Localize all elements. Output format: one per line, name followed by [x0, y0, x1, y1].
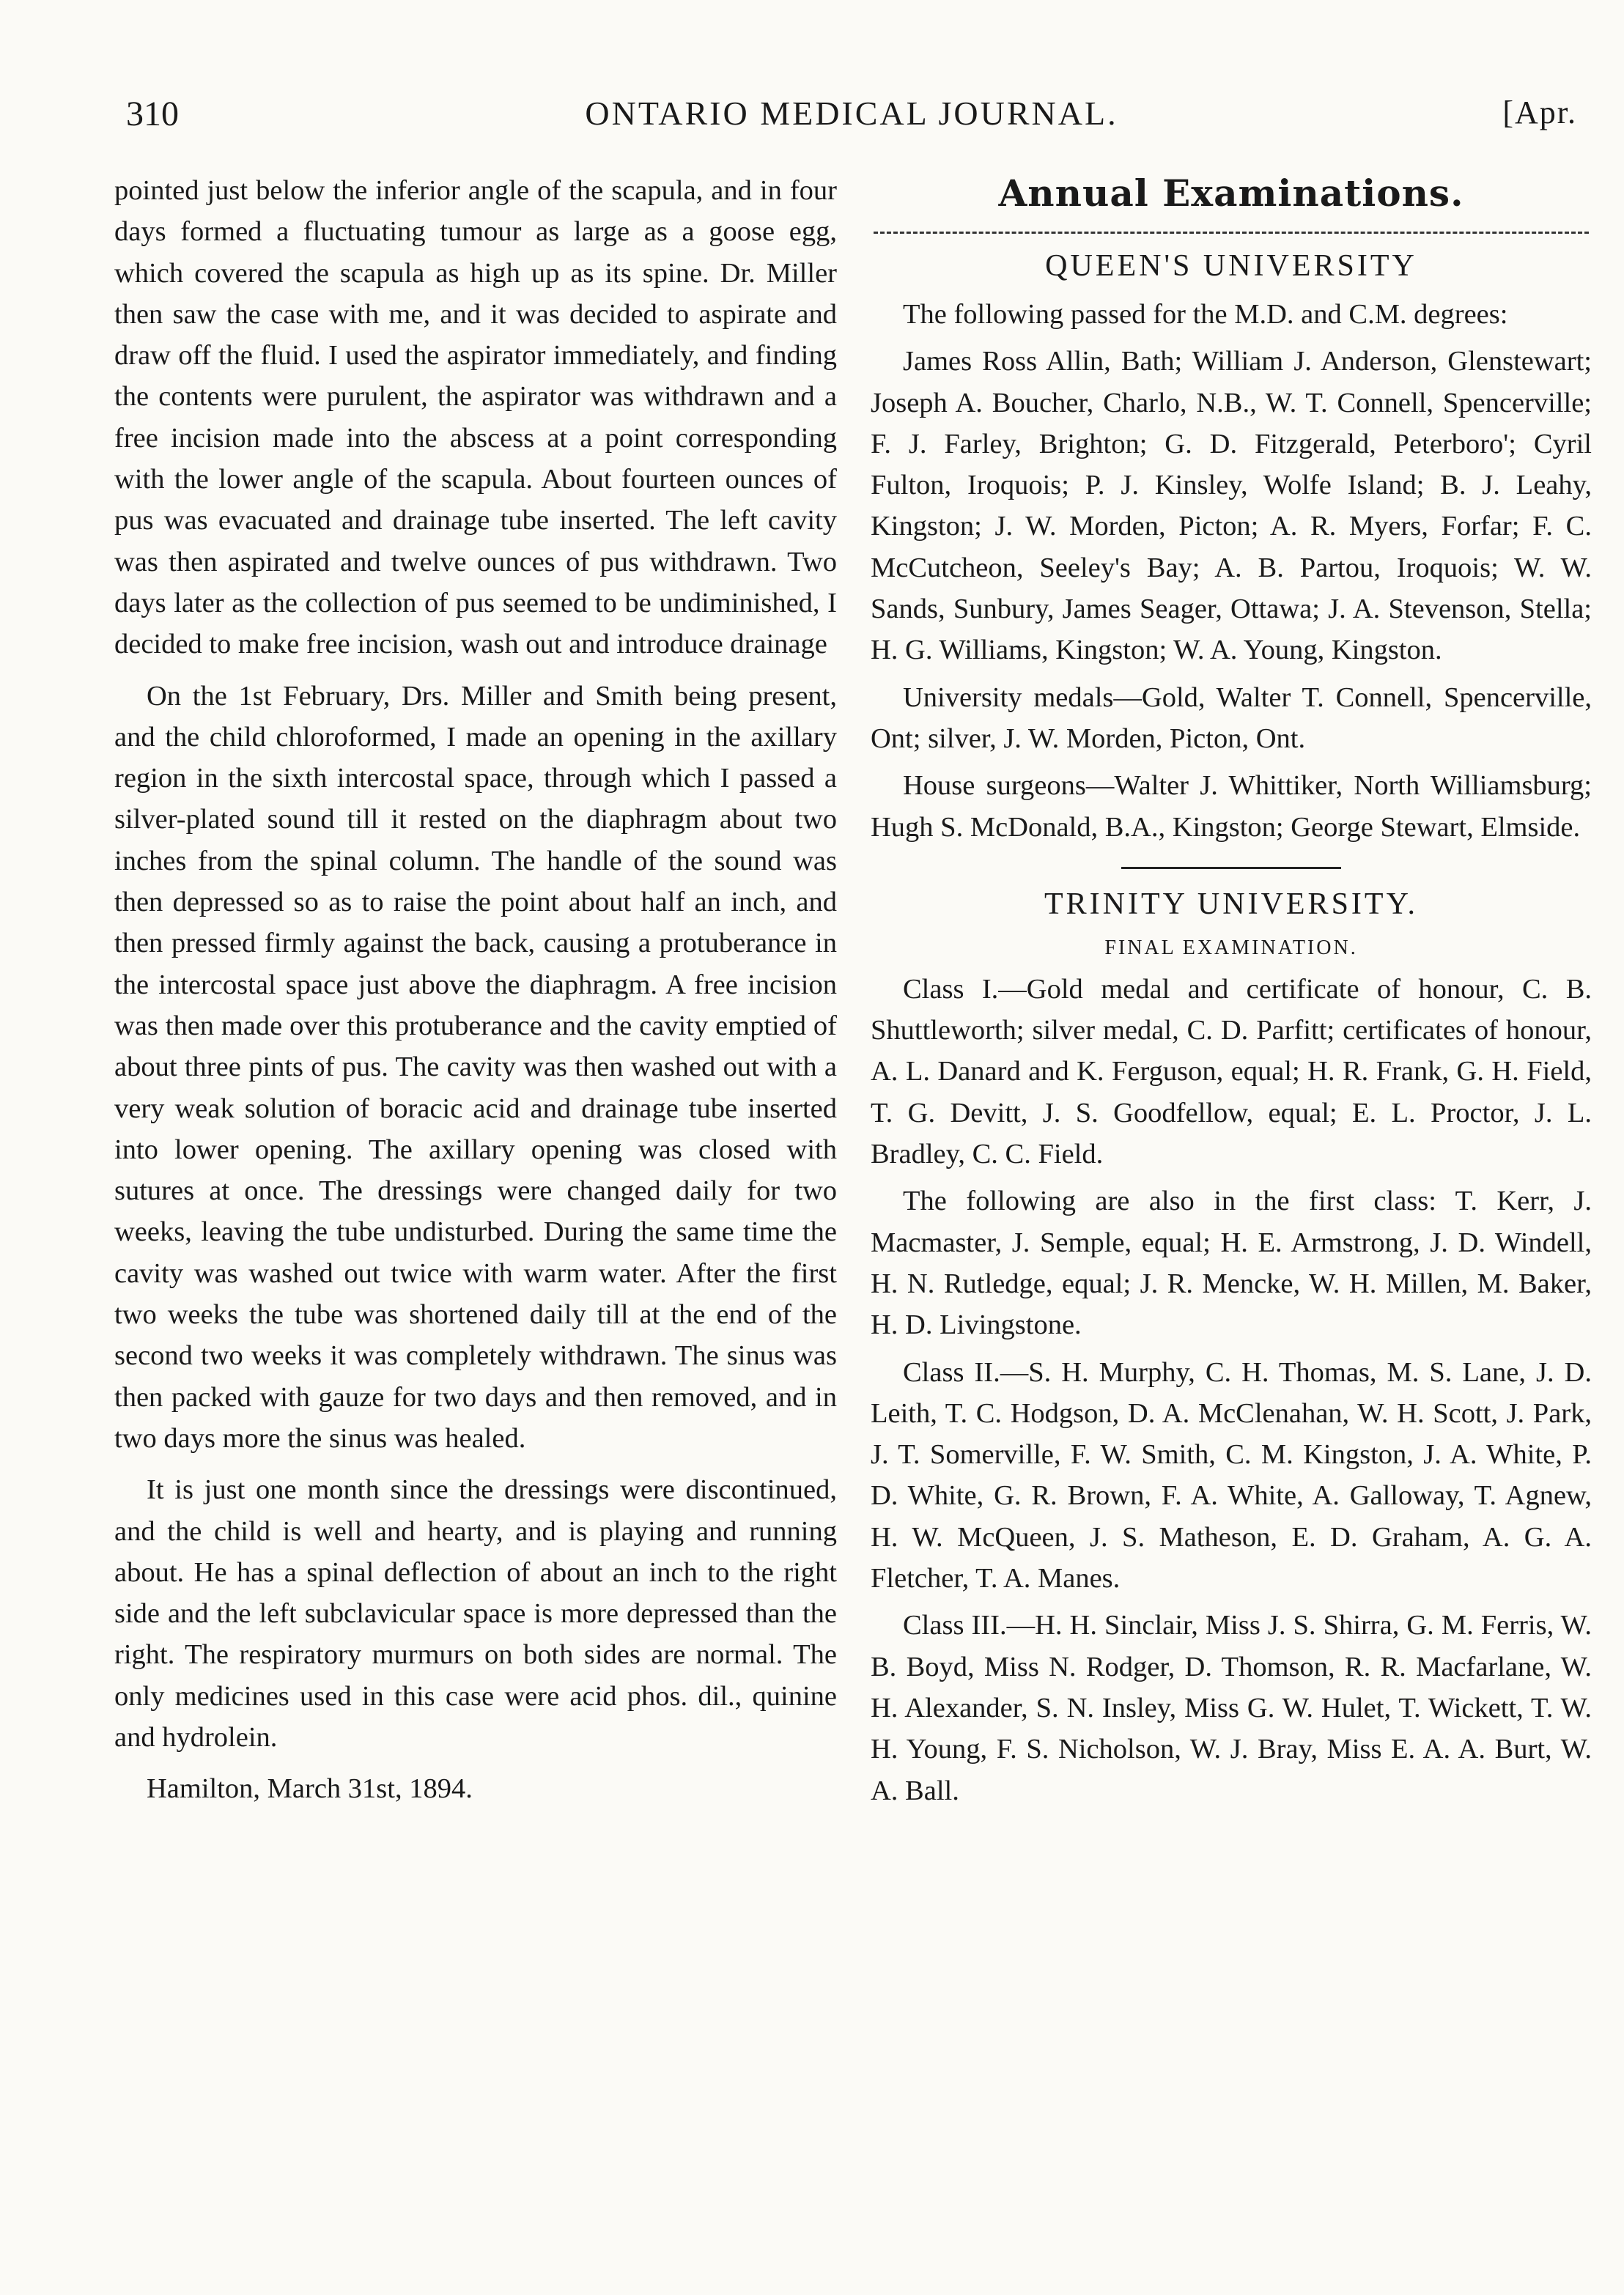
right-column: [871, 170, 1592, 1811]
left-column: [114, 170, 837, 1810]
body-paragraph: pointed just below the inferior angle of the scapula, and in four days formed a fluctuating tumour as large as a goose egg, which covered the scapula as high up as its spine. Dr. Miller then saw the case with me, and it was decided to aspirate and draw off the fluid. I used the aspirator immediately, and finding the contents were purulent, the aspirator was withdrawn and a free incision made into the abscess at a point corresponding with the lower angle of the scapula. About fourteen ounces of pus was evacuated and drainage tube inserted. The left cavity was then aspirated and twelve ounces of pus withdrawn. Two days later as the collection of pus seemed to be undiminished, I decided to make free incision, wash out and introduce drainage: [114, 175, 837, 660]
final-examination-heading: FINAL EXAMINATION.: [1104, 936, 1358, 959]
trinity-first-class-also: The following are also in the first class: T. Kerr, J. Macmaster, J. Semple, equal; H. E. Armstrong, J. D. Windell, H. N. Rutledge, equal; J. R. Mencke, W. H. Millen, M. Baker, H. D. Livingstone.: [871, 1186, 1592, 1341]
trinity-class-2: Class II.—S. H. Murphy, C. H. Thomas, M. S. Lane, J. D. Leith, T. C. Hodgson, D. A. McClenahan, W. H. Scott, J. Park, J. T. Somerville, F. W. Smith, C. M. Kingston, J. A. White, P. D. White, G. R. Brown, F. A. White, A. Galloway, T. Agnew, H. W. McQueen, J. S. Matheson, E. D. Graham, A. G. A. Fletcher, T. A. Manes.: [871, 1356, 1592, 1594]
queens-intro: The following passed for the M.D. and C.M. degrees:: [903, 299, 1508, 330]
journal-title: ONTARIO MEDICAL JOURNAL.: [585, 95, 1118, 132]
body-paragraph: It is just one month since the dressings were discontinued, and the child is well and hearty, and is playing and running about. He has a spinal deflection of about an inch to the right side and the left subclavicular space is more depressed than the right. The respiratory murmurs on both sides are normal. The only medicines used in this case were acid phos. dil., quinine and hydrolein.: [114, 1474, 837, 1753]
queens-house-surgeons: House surgeons—Walter J. Whittiker, North Williamsburg; Hugh S. McDonald, B.A., Kingston; George Stewart, Elmside.: [871, 770, 1592, 843]
trinity-class-1: Class I.—Gold medal and certificate of honour, C. B. Shuttleworth; silver medal, C. D. Parfitt; certificates of honour, A. L. Danard and K. Ferguson, equal; H. R. Frank, G. H. Field, T. G. Devitt, J. S. Goodfellow, equal; E. L. Proctor, J. L. Bradley, C. C. Field.: [871, 973, 1592, 1170]
body-paragraph: On the 1st February, Drs. Miller and Smith being present, and the child chloroformed, I made an opening in the axillary region in the sixth intercostal space, through which I passed a silver-plated sound till it rested on the diaphragm about two inches from the spinal column. The handle of the sound was then depressed so as to raise the point about half an inch, and then pressed firmly against the back, causing a protuberance in the intercostal space just above the diaphragm. A free incision was then made over this protuberance and the cavity emptied of about three pints of pus. The cavity was then washed out with a very weak solution of boracic acid and drainage tube inserted into lower opening. The axillary opening was closed with sutures at once. The dressings were changed daily for two weeks, leaving the tube undisturbed. During the same time the cavity was washed out twice with warm water. After the first two weeks the tube was shortened daily till at the end of the second two weeks it was completely withdrawn. The sinus was then packed with gauze for two days and then removed, and in two days more the sinus was healed.: [114, 680, 837, 1454]
trinity-university-heading: TRINITY UNIVERSITY.: [1044, 887, 1418, 921]
queens-medals: University medals—Gold, Walter T. Connell, Spencerville, Ont; silver, J. W. Morden, Picton, Ont.: [871, 681, 1592, 754]
queens-graduates: James Ross Allin, Bath; William J. Anderson, Glenstewart; Joseph A. Boucher, Charlo, N.B., W. T. Connell, Spencerville; F. J. Farley, Brighton; G. D. Fitzgerald, Peterboro'; Cyril Fulton, Iroquois; P. J. Kinsley, Wolfe Island; B. J. Leahy, Kingston; J. W. Morden, Picton; A. R. Myers, Forfar; F. C. McCutcheon, Seeley's Bay; A. B. Partou, Iroquois; W. W. Sands, Sunbury, James Seager, Ottawa; J. A. Stevenson, Stella; H. G. Williams, Kingston; W. A. Young, Kingston.: [871, 346, 1592, 666]
dashed-divider: [874, 232, 1589, 234]
solid-divider: [1121, 867, 1341, 869]
dateline: Hamilton, March 31st, 1894.: [147, 1773, 473, 1805]
issue-month: [Apr.: [1502, 95, 1577, 130]
section-title: Annual Examinations.: [998, 171, 1464, 215]
trinity-class-3: Class III.—H. H. Sinclair, Miss J. S. Shirra, G. M. Ferris, W. B. Boyd, Miss N. Rodger, D. Thomson, R. R. Macfarlane, W. H. Alexander, S. N. Insley, Miss G. W. Hulet, T. Wickett, T. W. H. Young, F. S. Nicholson, W. J. Bray, Miss E. A. A. Burt, W. A. Ball.: [871, 1610, 1592, 1806]
page-number: 310: [126, 95, 179, 133]
page-header: [126, 94, 1577, 145]
queens-university-heading: QUEEN'S UNIVERSITY: [1045, 249, 1417, 283]
